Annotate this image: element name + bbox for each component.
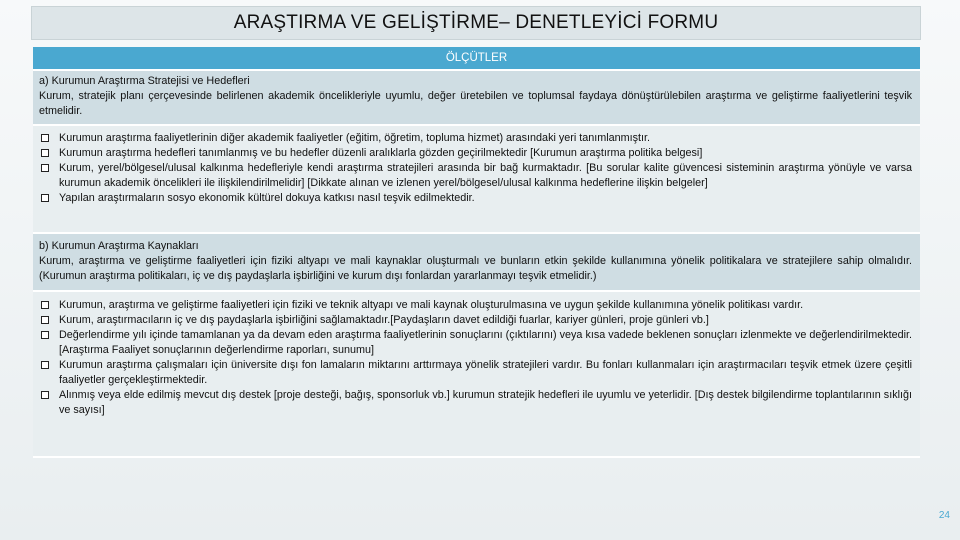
page-number: 24 (938, 510, 950, 521)
section-a-intro (33, 71, 920, 126)
section-a-description: Kurum, stratejik planı çerçevesinde belirlenen akademik öncelikleriyle uyumlu, değer üretebilen ve toplumsal faydaya dönüştürülebilen araştırma ve geliştirme faaliyetlerini teşvik etmelidir. (39, 90, 912, 117)
section-a-heading: a) Kurumun Araştırma Stratejisi ve Hedefleri (39, 75, 250, 87)
list-item: Kurumun araştırma hedefleri tanımlanmış ve bu hedefler düzenli aralıklarla gözden geçirilmektedir [Kurumun araştırma politika belgesi] (39, 146, 912, 161)
checkbox-bullet-icon (41, 301, 49, 309)
list-item: Değerlendirme yılı içinde tamamlanan ya da devam eden araştırma faaliyetlerinin sonuçlarını (çıktılarını) veya kısa vadede beklenen sonuçları izlenmekte ve değerlendirilmektedir. [Araştırma Faaliyet sonuçlarının değerlendirme raporları, sunumu] (39, 328, 912, 358)
checkbox-bullet-icon (41, 164, 49, 172)
list-item: Kurum, araştırmacıların iç ve dış paydaşlarla işbirliğini sağlamaktadır.[Paydaşların davet edildiği fuarlar, kariyer günleri, proje günleri vb.] (39, 313, 912, 328)
criteria-table (33, 47, 920, 458)
form-title: ARAŞTIRMA VE GELİŞTİRME– DENETLEYİCİ FORMU (31, 6, 921, 40)
checkbox-bullet-icon (41, 361, 49, 369)
section-b-heading: b) Kurumun Araştırma Kaynakları (39, 240, 199, 252)
section-b-items (33, 292, 920, 458)
criteria-header: ÖLÇÜTLER (33, 47, 920, 71)
list-item: Yapılan araştırmaların sosyo ekonomik kültürel dokuya katkısı nasıl teşvik edilmektedir. (39, 191, 912, 206)
list-item: Kurumun araştırma çalışmaları için üniversite dışı fon lamaların miktarını arttırmaya yönelik stratejileri vardır. Bu fonları kullanmaları için araştırmacıları teşvik etmek üzere çeşitli faaliyetler gerçekleştirmektedir. (39, 358, 912, 388)
checkbox-bullet-icon (41, 316, 49, 324)
checkbox-bullet-icon (41, 331, 49, 339)
section-a-items (33, 126, 920, 234)
list-item: Alınmış veya elde edilmiş mevcut dış destek [proje desteği, bağış, sponsorluk vb.] kurumun stratejik hedefleri ile uyumlu ve yeterlidir. [Dış destek bilgilendirme toplantılarının sıklığı ve sayısı] (39, 388, 912, 418)
checkbox-bullet-icon (41, 149, 49, 157)
list-item: Kurumun araştırma faaliyetlerinin diğer akademik faaliyetler (eğitim, öğretim, topluma hizmet) arasındaki yeri tanımlanmıştır. (39, 131, 912, 146)
section-b-description: Kurum, araştırma ve geliştirme faaliyetleri için fiziki altyapı ve mali kaynaklar oluşturmalı ve bunların etkin şekilde kullanımına yönelik politikalara ve stratejilere sahip olmalıdır. (Kurumun araştırma politikaları, iç ve dış paydaşlarla işbirliğini ve kurum dışı fonlardan yararlanmayı teşvik etmelidir.) (39, 255, 912, 282)
checkbox-bullet-icon (41, 391, 49, 399)
section-b-intro (33, 234, 920, 292)
checkbox-bullet-icon (41, 134, 49, 142)
list-item: Kurum, yerel/bölgesel/ulusal kalkınma hedefleriyle kendi araştırma stratejileri arasında bir bağ kurmaktadır. [Bu sorular kalite güvencesi sisteminin araştırma yönüyle ve varsa kurumun akademik öncelikleri ile ilişkilendirilmelidir] [Dikkate alınan ve izlenen yerel/bölgesel/ulusal kalkınma hedeflerine ilişkin belgeler] (39, 161, 912, 191)
list-item: Kurumun, araştırma ve geliştirme faaliyetleri için fiziki ve teknik altyapı ve mali kaynak oluşturulmasına ve uygun şekilde kullanımına yönelik politikası vardır. (39, 298, 912, 313)
checkbox-bullet-icon (41, 194, 49, 202)
